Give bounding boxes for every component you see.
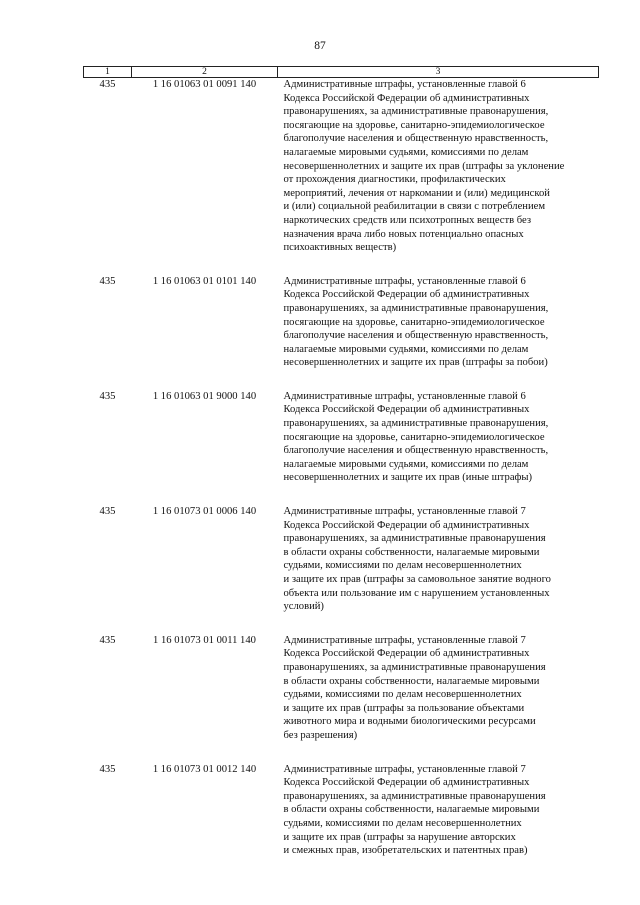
table-row xyxy=(84,78,599,275)
kbk-code-cell: 1 16 01063 01 0101 140 xyxy=(152,275,257,287)
table-row xyxy=(84,634,599,763)
kbk-code-cell: 1 16 01063 01 9000 140 xyxy=(152,390,257,402)
kbk-code-cell: 1 16 01073 01 0006 140 xyxy=(152,506,257,518)
table-row xyxy=(84,505,599,634)
table-row xyxy=(84,763,599,878)
kbk-code-cell: 1 16 01073 01 0012 140 xyxy=(152,763,257,775)
table-row xyxy=(84,275,599,390)
kbk-code-cell: 1 16 01073 01 0011 140 xyxy=(153,634,256,646)
description-cell: Административные штрафы, установленные главой 7 Кодекса Российской Федерации об административных правонарушениях, за административные правонарушения в области охраны собственности, налагаемые мировыми судьями, комиссиями по делам несовершеннолетних и защите их прав (штрафы за нарушение авторских и смежных прав, изобретательских и патентных прав) xyxy=(283,763,546,857)
admin-code-cell: 435 xyxy=(99,79,116,90)
description-cell: Административные штрафы, установленные главой 7 Кодекса Российской Федерации об административных правонарушениях, за административные правонарушения в области охраны собственности, налагаемые мировыми судьями, комиссиями по делам несовершеннолетних и защите их прав (штрафы за пользование объектами животного мира и водными биологическими ресурсами без разрешения) xyxy=(283,634,546,741)
admin-code-cell: 435 xyxy=(99,763,116,775)
description-cell: Административные штрафы, установленные главой 7 Кодекса Российской Федерации об административных правонарушениях, за административные правонарушения в области охраны собственности, налагаемые мировыми судьями, комиссиями по делам несовершеннолетних и защите их прав (штрафы за самовольное занятие водного объекта или пользование им с нарушением установленных условий) xyxy=(283,506,551,613)
admin-code-cell: 435 xyxy=(99,506,116,518)
budget-classification-table xyxy=(83,66,599,878)
column-header-2: 2 xyxy=(132,67,278,78)
table-header-row xyxy=(84,67,599,78)
column-header-3: 3 xyxy=(278,67,599,78)
kbk-code-cell: 1 16 01063 01 0091 140 xyxy=(152,79,257,90)
description-cell: Административные штрафы, установленные главой 6 Кодекса Российской Федерации об административных правонарушениях, за административные правонарушения, посягающие на здоровье, санитарно-эпидемиологическое благополучие населения и общественную нравственность, налагаемые мировыми судьями, комиссиями по делам несовершеннолетних и защите их прав (штрафы за уклонение от прохождения диагностики, профилактических мероприятий, лечения от наркомании и (или) медицинской и (или) социальной реабилитации в связи с потреблением наркотических средств или психотропных веществ без назначения врача либо новых потенциально опасных психоактивных веществ) xyxy=(283,79,565,254)
admin-code-cell: 435 xyxy=(99,275,116,287)
table-row xyxy=(84,390,599,505)
admin-code-cell: 435 xyxy=(99,390,116,402)
description-cell: Административные штрафы, установленные главой 6 Кодекса Российской Федерации об административных правонарушениях, за административные правонарушения, посягающие на здоровье, санитарно-эпидемиологическое благополучие населения и общественную нравственность, налагаемые мировыми судьями, комиссиями по делам несовершеннолетних и защите их прав (иные штрафы) xyxy=(283,390,549,484)
column-header-1: 1 xyxy=(84,67,132,78)
page-number: 87 xyxy=(314,40,326,52)
description-cell: Административные штрафы, установленные главой 6 Кодекса Российской Федерации об административных правонарушениях, за административные правонарушения, посягающие на здоровье, санитарно-эпидемиологическое благополучие населения и общественную нравственность, налагаемые мировыми судьями, комиссиями по делам несовершеннолетних и защите их прав (штрафы за побои) xyxy=(283,275,549,369)
admin-code-cell: 435 xyxy=(99,634,116,646)
